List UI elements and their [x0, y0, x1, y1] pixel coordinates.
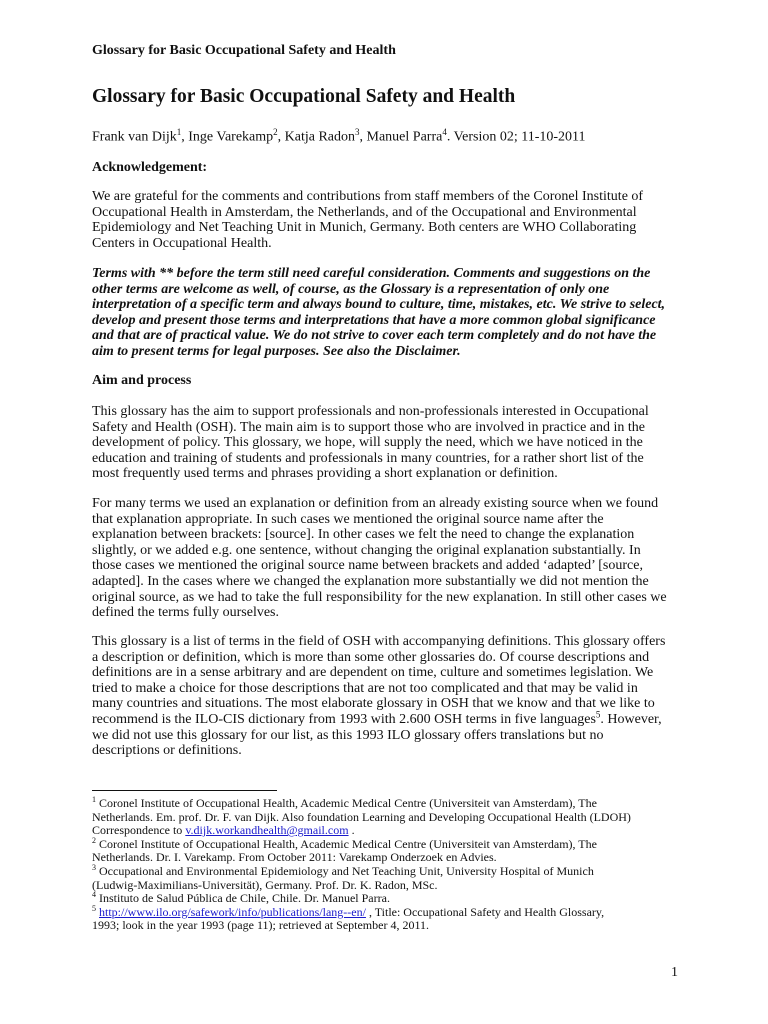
author-name: Frank van Dijk [92, 129, 177, 145]
footnote-ref[interactable]: 5 [595, 709, 601, 720]
text-line: adapted]. In the cases where we changed the explanation more substantially we did not mention the [92, 573, 649, 589]
footnote-text: (Ludwig-Maximilians-Universität), Germany. Prof. Dr. K. Radon, MSc. [92, 877, 438, 892]
document-title: Glossary for Basic Occupational Safety and Health [92, 86, 516, 107]
footnote-4 [92, 892, 678, 906]
footnote-ref[interactable]: 1 [176, 127, 182, 137]
footnote-text [92, 824, 678, 838]
text-line: a description or definition, which is more than some other glossaries do. Of course descriptions and [92, 649, 650, 665]
text-line: We are grateful for the comments and contributions from staff members of the Coronel Institute of [92, 189, 644, 204]
text-line: Centers in Occupational Health. [92, 235, 272, 251]
aim-heading: Aim and process [92, 373, 192, 388]
ilo-url-link[interactable]: http://www.ilo.org/safework/info/publications/lang--en/ [99, 904, 366, 919]
version-text: . Version 02; 11-10-2011 [446, 129, 586, 145]
footnote-text: Coronel Institute of Occupational Health, Academic Medical Centre (Universiteit van Amsterdam), The [96, 796, 597, 810]
footnote-mark: 3 [92, 862, 96, 872]
text-line: development of policy. This glossary, we hope, will supply the need, which we have noticed in the [92, 435, 643, 451]
text-line [92, 709, 678, 728]
footnote-text: Netherlands. Dr. I. Varekamp. From October 2011: Varekamp Onderzoek en Advies. [92, 850, 497, 865]
acknowledgement-heading: Acknowledgement: [92, 160, 208, 175]
text-line: tried to make a choice for those descriptions that are not too complicated and that may be valid in [92, 680, 638, 696]
disclaimer-notice [92, 266, 678, 360]
footnote-text: Occupational and Environmental Epidemiology and Net Teaching Unit, University Hospital of Munich [96, 863, 594, 878]
footnote-3 [92, 862, 678, 879]
text-line: slightly, or we added e.g. one sentence, without changing the original explanation substantially. In [92, 542, 641, 558]
author-name: , Inge Varekamp [181, 129, 274, 145]
footnote-mark: 4 [92, 890, 96, 900]
text-line: those cases we mentioned the original source name between brackets and added ‘adapted’ [source, [92, 558, 643, 574]
footnote-2 [92, 835, 678, 852]
page-number: 1 [671, 965, 678, 980]
footnote-text: Instituto de Salud Pública de Chile, Chile. Dr. Manuel Parra. [96, 891, 390, 906]
text-line: explanation between brackets: [source]. In other cases we felt the need to change the explanation [92, 527, 635, 543]
text-line: definitions are in a sense arbitrary and are dependent on time, culture and sometimes legislation. We [92, 665, 654, 681]
aim-paragraph-1 [92, 404, 678, 482]
author-name: , Katja Radon [277, 129, 356, 145]
text-line: we did not use this glossary for our list, as this 1993 ILO glossary offers translations but no [92, 727, 604, 743]
text-line: defined the terms fully ourselves. [92, 605, 280, 621]
text-line: This glossary is a list of terms in the field of OSH with accompanying definitions. This glossary offers [92, 634, 666, 649]
author-line [92, 127, 586, 146]
email-link[interactable]: v.dijk.workandhealth@gmail.com [185, 823, 349, 838]
text-line: that explanation appropriate. In such cases we mentioned the original source name after the [92, 511, 604, 527]
footnote-text: , Title: Occupational Safety and Health Glossary, [365, 904, 605, 919]
footnote-text: Netherlands. Em. prof. Dr. F. van Dijk. Also foundation Learning and Developing Occupational Health (LDOH) [92, 809, 631, 824]
aim-paragraph-2 [92, 496, 678, 621]
text-segment: . However, [600, 711, 662, 727]
text-line: original source, as we had to take the full responsibility for the new explanation. In still other cases we [92, 589, 667, 605]
text-line: aim to present terms for legal purposes. See also the Disclaimer. [92, 343, 461, 359]
footnote-text: 1993; look in the year 1993 (page 11); retrieved at September 4, 2011. [92, 918, 430, 933]
footnote-ref[interactable]: 4 [442, 127, 447, 137]
text-line: most frequently used terms and phrases providing a short explanation or definition. [92, 466, 558, 482]
author-name: , Manuel Parra [359, 129, 443, 145]
text-segment: recommend is the ILO-CIS dictionary from 1993 with 2.600 OSH terms in five languages [92, 711, 596, 727]
text-line: interpretation of a specific term and always bound to culture, time, mistakes, etc. We strive to select, [92, 297, 666, 313]
footnote-ref[interactable]: 3 [355, 127, 360, 137]
footnote-text: Correspondence to [92, 823, 186, 838]
text-line: develop and present those terms and interpretations that have a more common global significance [92, 312, 656, 328]
text-line: Occupational Health in Amsterdam, the Netherlands, and of the Occupational and Environmental [92, 204, 637, 220]
footnote-mark: 5 [92, 903, 96, 913]
text-line: descriptions or definitions. [92, 743, 242, 759]
text-line: Safety and Health (OSH). The main aim is to support those who are involved in practice and in the [92, 419, 645, 435]
text-line: Terms with ** before the term still need careful consideration. Comments and suggestions on the [92, 266, 651, 281]
text-line: many countries and situations. The most elaborate glossary in OSH that we know and that we like to [92, 696, 655, 712]
footnote-mark: 2 [92, 835, 96, 845]
footnote-ref[interactable]: 2 [273, 127, 278, 137]
text-line: education and training of students and professionals in many countries, for a rather short list of the [92, 450, 644, 466]
footnote-text: Coronel Institute of Occupational Health, Academic Medical Centre (Universiteit van Amsterdam), The [96, 836, 597, 851]
footnote-1 [92, 797, 678, 811]
footnote-5 [92, 903, 678, 920]
aim-paragraph-3 [92, 634, 678, 759]
acknowledgement-paragraph [92, 189, 678, 251]
footnote-text: . [348, 823, 355, 838]
text-line: and that are of practical value. We do not strive to cover each term completely and do not have the [92, 328, 657, 344]
footnote-mark: 1 [92, 795, 96, 804]
footnotes [92, 797, 678, 933]
running-header: Glossary for Basic Occupational Safety and Health [92, 43, 396, 58]
text-line: Epidemiology and Net Teaching Unit in Munich, Germany. Both centers are WHO Collaborating [92, 220, 637, 236]
text-line: For many terms we used an explanation or definition from an already existing source when we found [92, 496, 659, 511]
text-line: This glossary has the aim to support professionals and non-professionals interested in Occupational [92, 404, 649, 419]
footnote-divider [92, 790, 277, 791]
text-line: other terms are welcome as well, of course, as the Glossary is a representation of only one [92, 281, 610, 297]
